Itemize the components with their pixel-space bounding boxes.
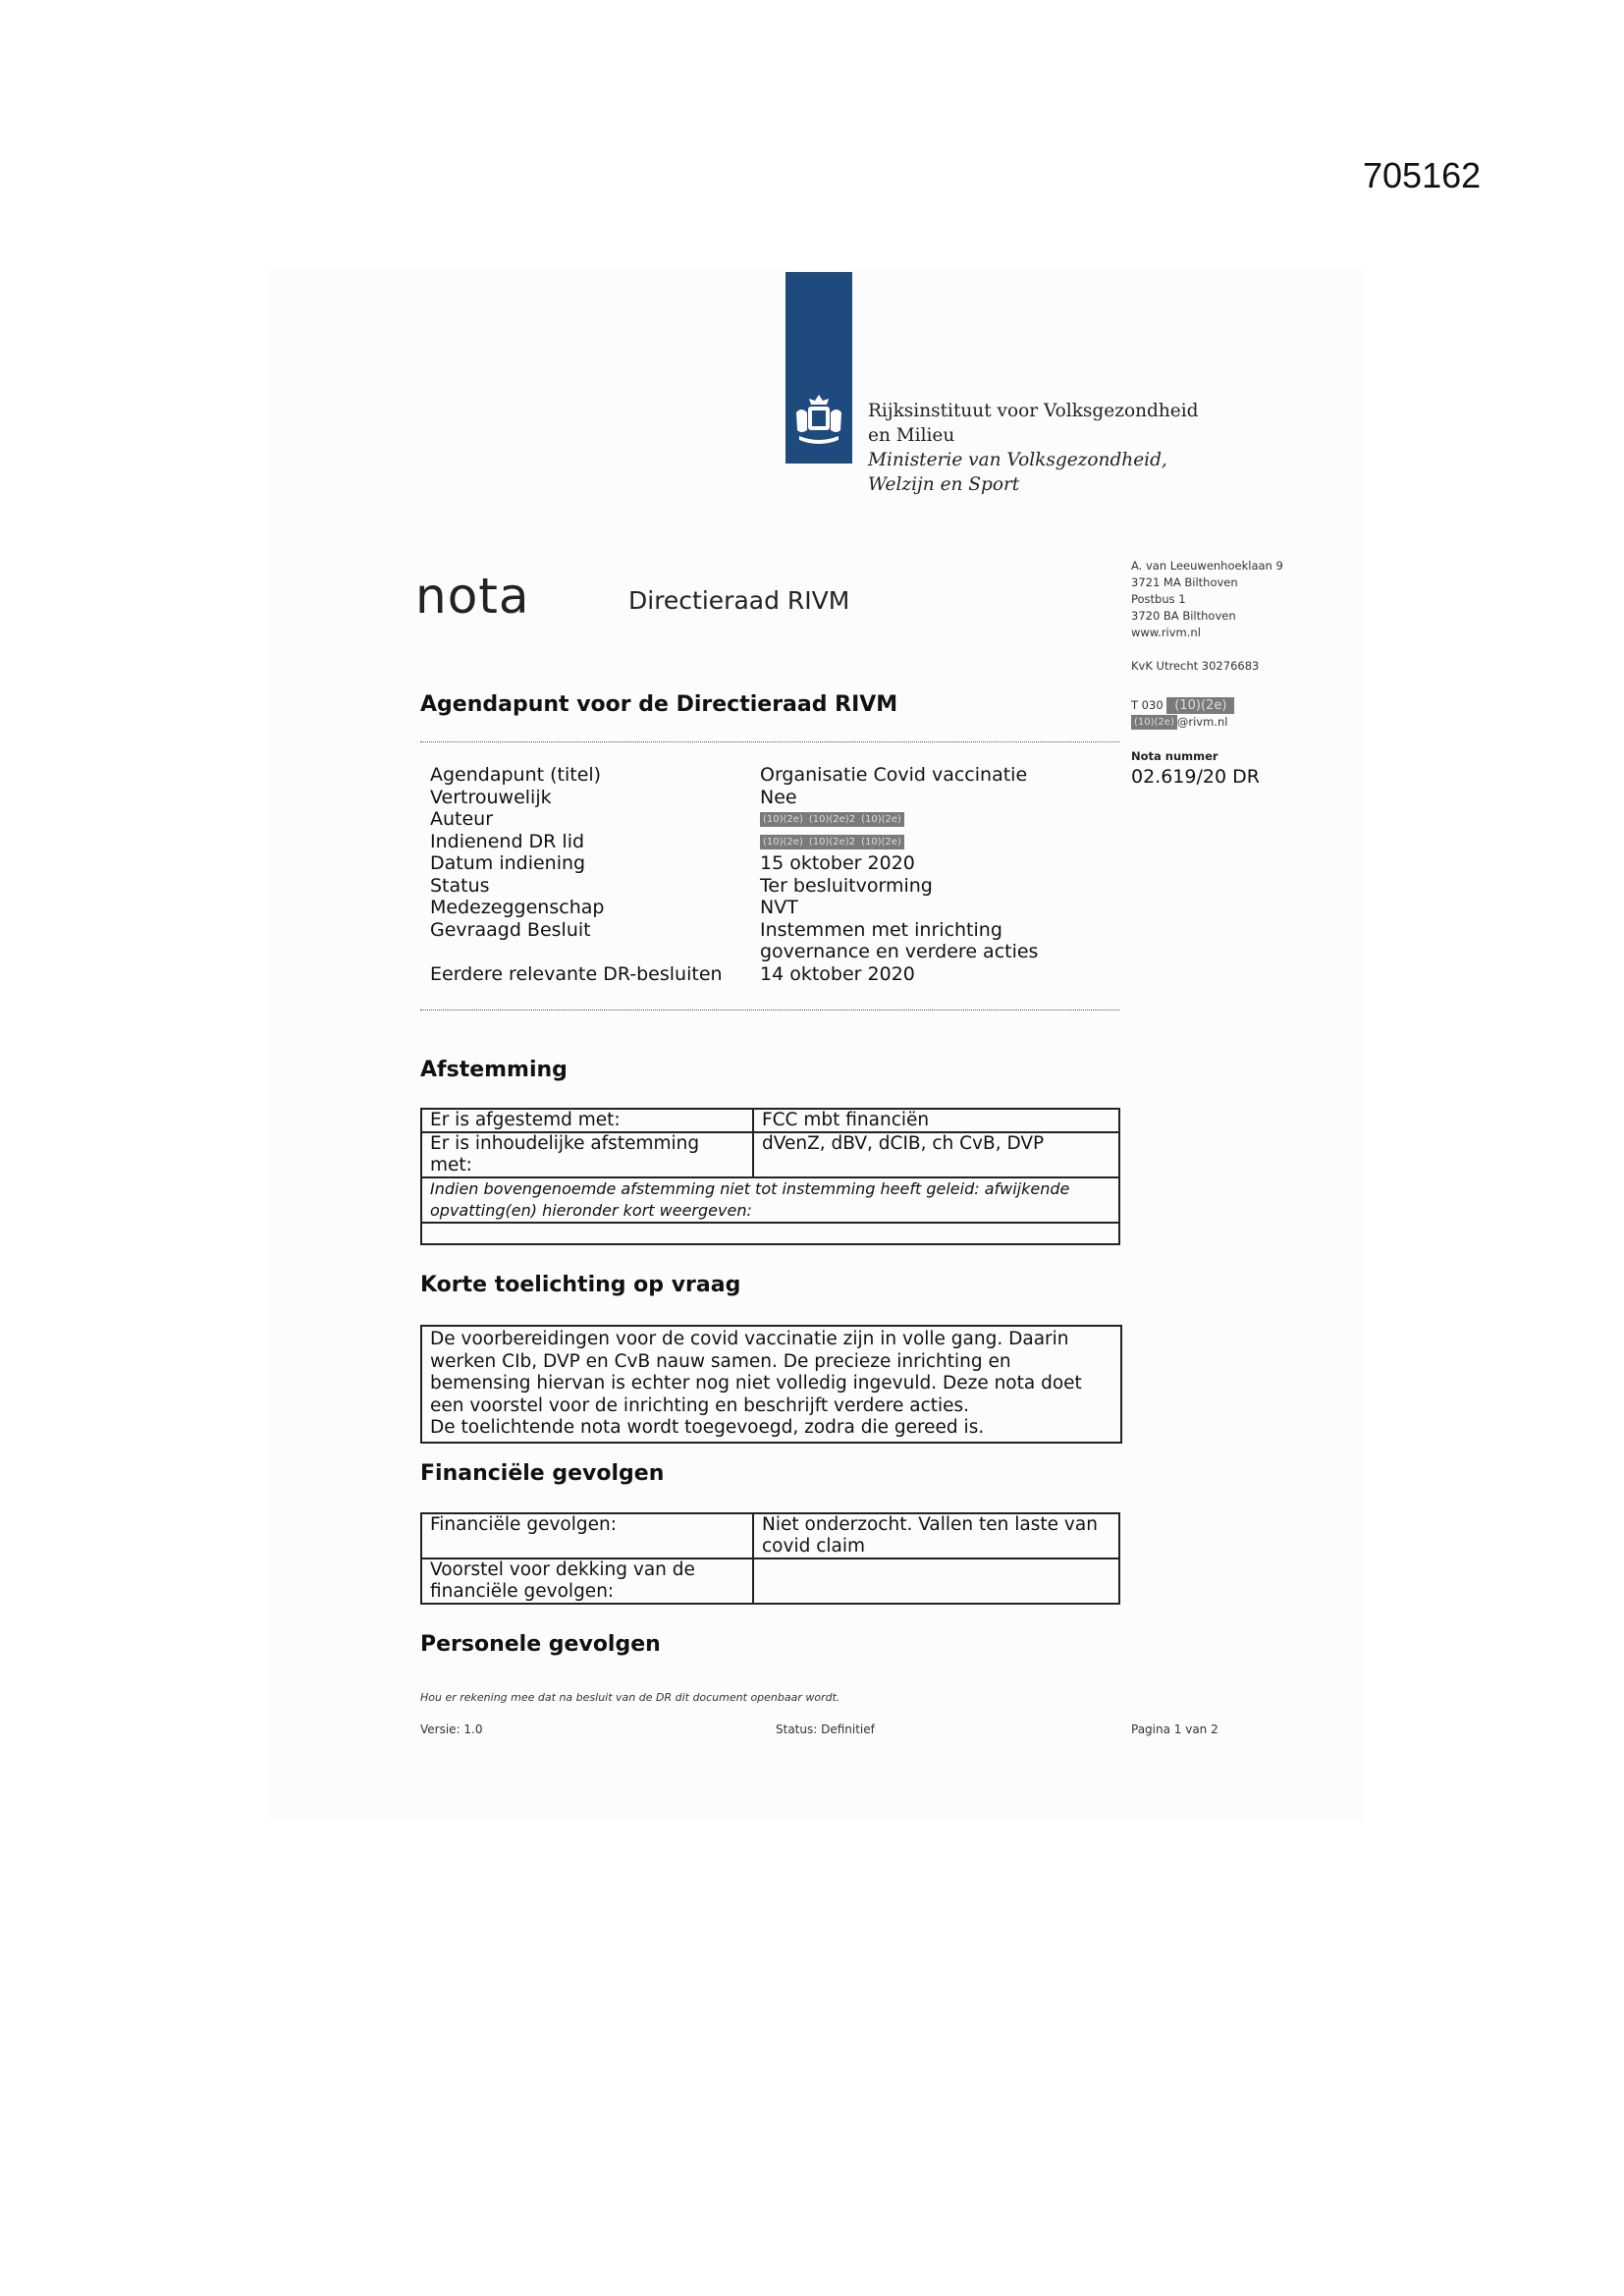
agenda-row [430, 831, 1113, 853]
nota-title: nota [415, 568, 530, 625]
table-row [421, 1132, 1119, 1177]
table-cell: Indien bovengenoemde afstemming niet tot instemming heeft geleid: afwijkende opvatting(en) hieronder kort weergeven: [421, 1177, 1119, 1223]
agenda-row [430, 875, 1113, 898]
agenda-value: 14 oktober 2020 [760, 962, 915, 985]
address-block [1131, 558, 1283, 731]
agenda-value: governance en verdere acties [760, 941, 1039, 962]
redaction: (10)(2e) [760, 835, 806, 849]
agenda-row [430, 897, 1113, 919]
agenda-key: Vertrouwelijk [430, 786, 552, 808]
table-row [421, 1513, 1119, 1558]
footer-page: Pagina 1 van 2 [1131, 1722, 1218, 1736]
agenda-value-redacted [760, 808, 1113, 831]
agenda-value: Organisatie Covid vaccinatie [760, 764, 1028, 786]
nota-number-label: Nota nummer [1131, 749, 1218, 763]
phone-redaction: (10)(2e) [1166, 697, 1234, 714]
address-postal: 3721 MA Bilthoven [1131, 575, 1238, 589]
table-row [421, 1558, 1119, 1604]
agenda-key: Indienend DR lid [430, 830, 585, 852]
agenda-key: Medezeggenschap [430, 897, 605, 918]
redaction: (10)(2e)2 [806, 812, 858, 827]
address-web: www.rivm.nl [1131, 626, 1201, 639]
agenda-value: NVT [760, 897, 798, 918]
footer-note: Hou er rekening mee dat na besluit van de DR dit document openbaar wordt. [420, 1691, 840, 1704]
toelichting-heading: Korte toelichting op vraag [420, 1273, 741, 1297]
address-street: A. van Leeuwenhoeklaan 9 [1131, 559, 1283, 573]
toelichting-line: werken CIb, DVP en CvB nauw samen. De precieze inrichting en [430, 1350, 1011, 1372]
table-row [421, 1223, 1119, 1244]
agenda-key: Agendapunt (titel) [430, 764, 602, 786]
toelichting-line: De voorbereidingen voor de covid vaccinatie zijn in volle gang. Daarin [430, 1329, 1069, 1349]
nota-subtitle: Directieraad RIVM [628, 586, 850, 615]
redaction: (10)(2e) [858, 812, 904, 827]
agenda-details [430, 764, 1113, 985]
table-cell: Er is afgestemd met: [421, 1109, 753, 1132]
agenda-key: Eerdere relevante DR-besluiten [430, 962, 723, 985]
address-postbus: Postbus 1 [1131, 592, 1186, 606]
toelichting-line: een voorstel voor de inrichting en beschrijft verdere acties. [430, 1394, 970, 1416]
agenda-row [430, 852, 1113, 875]
financieel-heading: Financiële gevolgen [420, 1461, 665, 1486]
agenda-value: Instemmen met inrichting [760, 918, 1002, 941]
address-kvk: KvK Utrecht 30276683 [1131, 659, 1260, 673]
table-row [421, 1109, 1119, 1132]
table-cell: dVenZ, dBV, dCIB, ch CvB, DVP [753, 1132, 1119, 1177]
redaction: (10)(2e) [858, 835, 904, 849]
table-cell: FCC mbt financiën [753, 1109, 1119, 1132]
agenda-value: 15 oktober 2020 [760, 852, 915, 874]
footer-version: Versie: 1.0 [420, 1722, 483, 1736]
financieel-table [420, 1512, 1120, 1605]
organisation-name [868, 399, 1198, 497]
agenda-key: Gevraagd Besluit [430, 918, 591, 941]
afstemming-table [420, 1108, 1120, 1245]
nota-number-value: 02.619/20 DR [1131, 766, 1260, 788]
agenda-row [430, 963, 1113, 986]
table-cell: Financiële gevolgen: [421, 1513, 753, 1558]
org-line-4: Welzijn en Sport [868, 474, 1020, 495]
table-cell: Er is inhoudelijke afstemming met: [421, 1132, 753, 1177]
agenda-heading: Agendapunt voor de Directieraad RIVM [420, 692, 898, 717]
agenda-value: Ter besluitvorming [760, 874, 933, 897]
org-line-1: Rijksinstituut voor Volksgezondheid [868, 401, 1199, 421]
redaction: (10)(2e) [760, 812, 806, 827]
email-redaction: (10)(2e) [1131, 715, 1177, 730]
crest-icon [791, 391, 846, 448]
agenda-row [430, 808, 1113, 831]
agenda-row [430, 764, 1113, 787]
address-email [1131, 714, 1283, 731]
toelichting-line: bemensing hiervan is echter nog niet volledig ingevuld. Deze nota doet [430, 1373, 1082, 1394]
personeel-heading: Personele gevolgen [420, 1632, 661, 1657]
agenda-key: Datum indiening [430, 852, 586, 874]
agenda-key [430, 941, 760, 963]
agenda-value-redacted [760, 831, 1113, 853]
toelichting-box [420, 1325, 1122, 1444]
org-line-3: Ministerie van Volksgezondheid, [868, 450, 1167, 470]
divider-top [420, 741, 1119, 742]
agenda-key: Status [430, 874, 490, 897]
document-number: 705162 [1363, 155, 1482, 195]
agenda-value: Nee [760, 786, 797, 808]
table-row [421, 1177, 1119, 1223]
agenda-row [430, 787, 1113, 809]
redaction: (10)(2e)2 [806, 835, 858, 849]
table-cell: Niet onderzocht. Vallen ten laste van covid claim [753, 1513, 1119, 1558]
table-cell [753, 1558, 1119, 1604]
footer-status: Status: Definitief [776, 1722, 875, 1736]
org-line-2: en Milieu [868, 425, 955, 446]
table-cell: Voorstel voor dekking van de financiële gevolgen: [421, 1558, 753, 1604]
toelichting-line: De toelichtende nota wordt toegevoegd, zodra die gereed is. [430, 1417, 985, 1438]
address-postbus-city: 3720 BA Bilthoven [1131, 609, 1236, 623]
email-suffix: @rivm.nl [1176, 715, 1228, 729]
agenda-key: Auteur [430, 808, 494, 830]
phone-prefix: T 030 [1131, 698, 1164, 712]
divider-bottom [420, 1010, 1119, 1011]
afstemming-heading: Afstemming [420, 1058, 568, 1082]
agenda-row [430, 941, 1113, 963]
table-cell-empty [421, 1223, 1119, 1244]
agenda-row [430, 919, 1113, 942]
address-phone [1131, 697, 1283, 714]
